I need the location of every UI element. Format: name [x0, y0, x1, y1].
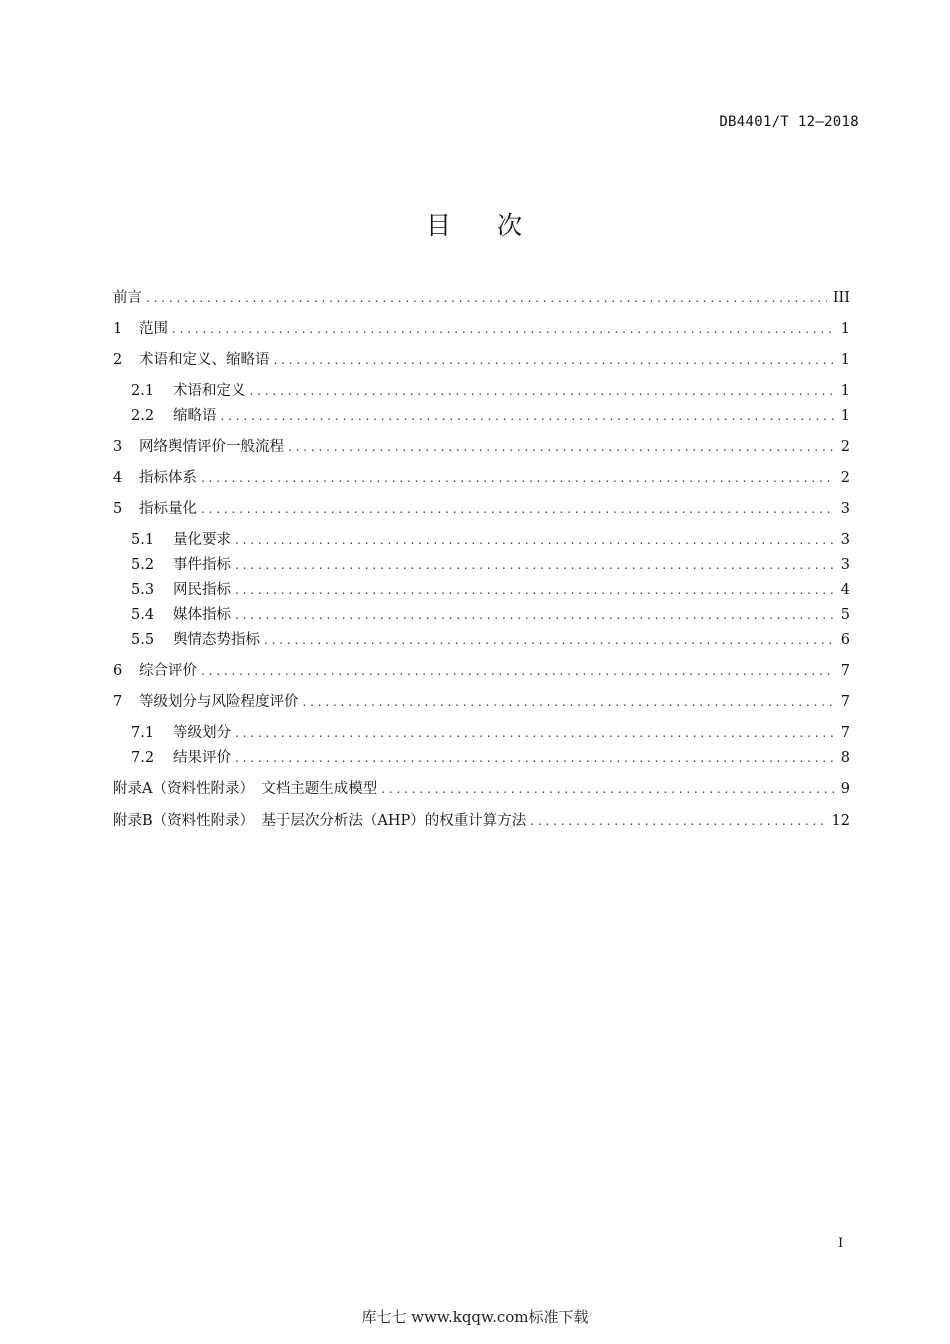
toc-number: 7: [113, 694, 123, 710]
toc-entry-5-4[interactable]: [113, 604, 850, 626]
toc-entry-3[interactable]: [113, 436, 850, 458]
toc-label: 量化要求: [173, 532, 231, 548]
toc-page: 7: [840, 663, 850, 679]
toc-entry-appendix-b[interactable]: [113, 810, 850, 832]
toc-page: 8: [840, 750, 850, 766]
toc-label: 媒体指标: [173, 607, 231, 623]
toc-label: 结果评价: [173, 750, 231, 766]
toc-page: 2: [840, 439, 850, 455]
toc-label: 范围: [139, 321, 168, 337]
toc-number: 5.3: [131, 582, 155, 598]
toc-entry-7-1[interactable]: [113, 722, 850, 744]
toc-entry-appendix-a[interactable]: [113, 778, 850, 800]
toc-number: 4: [113, 470, 123, 486]
toc-number: 2.1: [131, 383, 155, 399]
toc-page: 1: [840, 352, 850, 368]
toc-number: 1: [113, 321, 123, 337]
toc-page: 3: [840, 532, 850, 548]
title-char-1: 目: [425, 211, 453, 240]
toc-label: 附录A（资料性附录） 文档主题生成模型: [113, 781, 378, 797]
toc-number: 3: [113, 439, 123, 455]
toc-page: 6: [840, 632, 850, 648]
toc-number: 5.5: [131, 632, 155, 648]
toc-number: 2: [113, 352, 123, 368]
toc-entry-5-2[interactable]: [113, 554, 850, 576]
toc-label: 综合评价: [139, 663, 197, 679]
footer-watermark: 库七七 www.kqqw.com标准下载: [361, 1308, 589, 1326]
toc-entry-5-5[interactable]: [113, 629, 850, 651]
toc-label: 附录B（资料性附录） 基于层次分析法（AHP）的权重计算方法: [113, 813, 527, 829]
toc-entry-2-2[interactable]: [113, 405, 850, 427]
page-title: [0, 206, 950, 242]
toc-page: 3: [840, 501, 850, 517]
document-code: DB4401/T 12—2018: [719, 114, 859, 130]
toc-page: 9: [840, 781, 850, 797]
toc-label: 等级划分: [173, 725, 231, 741]
toc-number: 5.1: [131, 532, 155, 548]
toc-label: 术语和定义、缩略语: [139, 352, 270, 368]
toc-entry-7[interactable]: [113, 691, 850, 713]
toc-page: 1: [840, 321, 850, 337]
toc-entry-5[interactable]: [113, 498, 850, 520]
toc-page: 3: [840, 557, 850, 573]
toc-label: 缩略语: [173, 408, 217, 424]
toc-page: III: [832, 290, 850, 306]
toc-label: 术语和定义: [173, 383, 246, 399]
toc-label: 网络舆情评价一般流程: [139, 439, 284, 455]
toc-entry-5-3[interactable]: [113, 579, 850, 601]
toc-entry-2[interactable]: [113, 349, 850, 371]
toc-label: 指标体系: [139, 470, 197, 486]
toc-label: 舆情态势指标: [173, 632, 260, 648]
toc-entry-2-1[interactable]: [113, 380, 850, 402]
toc-number: 7.1: [131, 725, 155, 741]
toc-number: 7.2: [131, 750, 155, 766]
toc-page: 5: [840, 607, 850, 623]
page-number: I: [838, 1236, 844, 1251]
toc-page: 2: [840, 470, 850, 486]
toc-entry-1[interactable]: [113, 318, 850, 340]
toc-page: 12: [831, 813, 850, 829]
toc-entry-4[interactable]: [113, 467, 850, 489]
toc-entry-foreword[interactable]: [113, 287, 850, 309]
toc-number: 2.2: [131, 408, 155, 424]
toc-entry-7-2[interactable]: [113, 747, 850, 769]
toc-number: 5: [113, 501, 123, 517]
toc-label: 事件指标: [173, 557, 231, 573]
toc-number: 6: [113, 663, 123, 679]
toc-label: 指标量化: [139, 501, 197, 517]
toc-label: 网民指标: [173, 582, 231, 598]
toc-number: 5.2: [131, 557, 155, 573]
toc-number: 5.4: [131, 607, 155, 623]
toc-page: 1: [840, 408, 850, 424]
toc-entry-5-1[interactable]: [113, 529, 850, 551]
toc-page: 4: [840, 582, 850, 598]
toc-label: 等级划分与风险程度评价: [139, 694, 299, 710]
toc-page: 7: [840, 694, 850, 710]
toc-page: 1: [840, 383, 850, 399]
toc-entry-6[interactable]: [113, 660, 850, 682]
title-char-2: 次: [497, 211, 525, 240]
toc-page: 7: [840, 725, 850, 741]
toc-label: 前言: [113, 290, 142, 306]
